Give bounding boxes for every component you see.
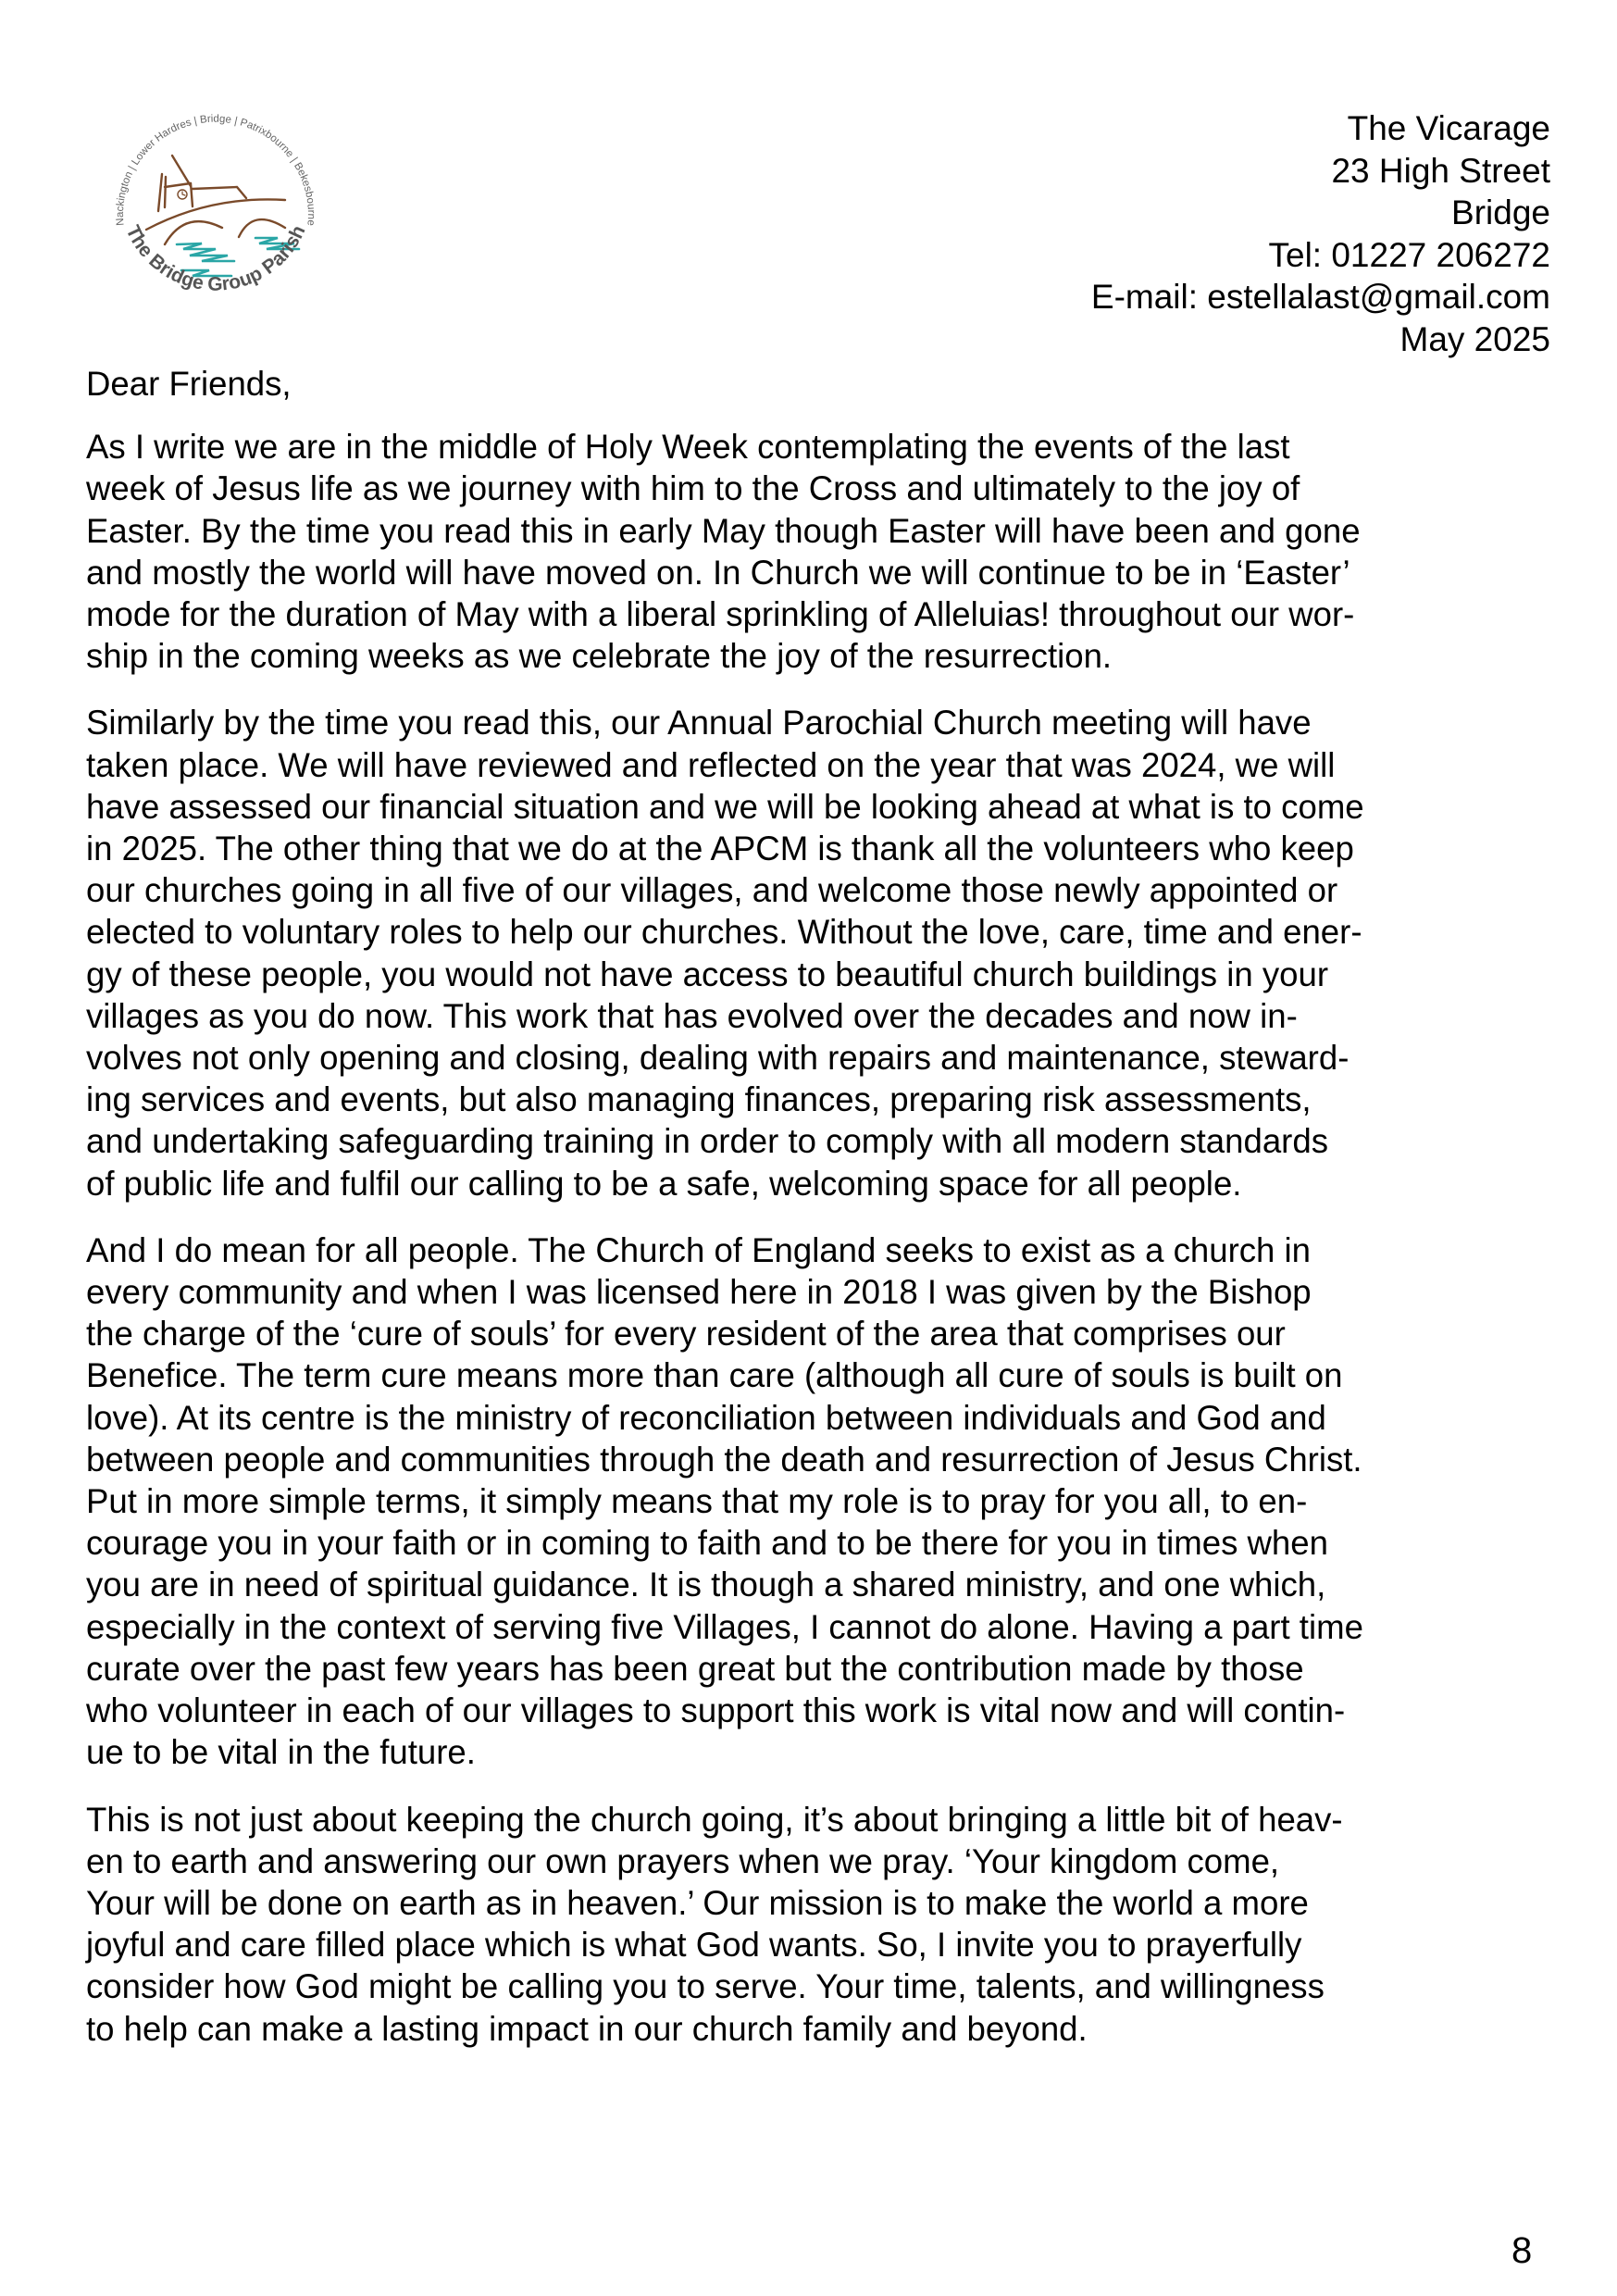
text-line: to help can make a lasting impact in our church family and beyond. <box>86 2009 1088 2048</box>
text-line: mode for the duration of May with a liberal sprinkling of Alleluias! throughout our wor- <box>86 595 1355 634</box>
logo-arc-text: Nackington | Lower Hardres | Bridge | Patrixbourne | Bekesbourne <box>114 113 317 227</box>
paragraph <box>86 426 1558 677</box>
logo-name-text: The Bridge Group Parish <box>121 222 310 295</box>
text-line: ue to be vital in the future. <box>86 1733 476 1772</box>
text-line: our churches going in all five of our villages, and welcome those newly appointed or <box>86 871 1338 910</box>
letter-date: May 2025 <box>1399 319 1550 358</box>
paragraphs <box>86 426 1558 2050</box>
address-line: Bridge <box>1451 193 1550 231</box>
text-line: Benefice. The term cure means more than care (although all cure of souls is built on <box>86 1356 1343 1395</box>
text-line: ing services and events, but also managing finances, preparing risk assessments, <box>86 1080 1312 1119</box>
text-line: curate over the past few years has been great but the contribution made by those <box>86 1649 1304 1688</box>
telephone: Tel: 01227 206272 <box>1268 235 1550 274</box>
bridge-church-logo-icon <box>100 98 331 330</box>
text-line: especially in the context of serving five Villages, I cannot do alone. Having a part time <box>86 1607 1363 1646</box>
text-line: en to earth and answering our own prayers when we pray. ‘Your kingdom come, <box>86 1841 1280 1880</box>
church-drawing <box>146 156 285 244</box>
text-line: Put in more simple terms, it simply means that my role is to pray for you all, to en- <box>86 1482 1308 1521</box>
letter-body <box>86 363 1558 2075</box>
address-line: The Vicarage <box>1347 109 1550 147</box>
paragraph <box>86 1799 1558 2050</box>
email: E-mail: estellalast@gmail.com <box>1090 278 1550 316</box>
text-line: courage you in your faith or in coming to faith and to be there for you in times when <box>86 1524 1328 1563</box>
text-line: As I write we are in the middle of Holy Week contemplating the events of the last <box>86 428 1290 467</box>
text-line: who volunteer in each of our villages to support this work is vital now and will contin- <box>86 1691 1346 1730</box>
text-line: consider how God might be calling you to serve. Your time, talents, and willingness <box>86 1967 1325 2006</box>
page-number: 8 <box>1511 2230 1533 2271</box>
salutation: Dear Friends, <box>86 365 292 403</box>
paragraph <box>86 1229 1558 1774</box>
text-line: Your will be done on earth as in heaven.’ Our mission is to make the world a more <box>86 1883 1309 1922</box>
text-line: love). At its centre is the ministry of reconciliation between individuals and God and <box>86 1398 1326 1437</box>
text-line: volves not only opening and closing, dealing with repairs and maintenance, steward- <box>86 1039 1350 1078</box>
text-line: gy of these people, you would not have access to beautiful church buildings in your <box>86 955 1329 993</box>
text-line: you are in need of spiritual guidance. It is though a shared ministry, and one which, <box>86 1566 1326 1604</box>
paragraph <box>86 702 1558 1204</box>
text-line: the charge of the ‘cure of souls’ for every resident of the area that comprises our <box>86 1315 1286 1354</box>
address-line: 23 High Street <box>1331 151 1550 190</box>
text-line: week of Jesus life as we journey with him to the Cross and ultimately to the joy of <box>86 469 1300 508</box>
text-line: taken place. We will have reviewed and reflected on the year that was 2024, we will <box>86 745 1336 784</box>
text-line: Easter. By the time you read this in early May though Easter will have been and gone <box>86 511 1361 550</box>
text-line: joyful and care filled place which is what God wants. So, I invite you to prayerfully <box>86 1926 1302 1965</box>
sender-address <box>1091 107 1550 360</box>
text-line: have assessed our financial situation and we will be looking ahead at what is to come <box>86 787 1364 826</box>
text-line: in 2025. The other thing that we do at the APCM is thank all the volunteers who keep <box>86 830 1354 868</box>
text-line: and mostly the world will have moved on. In Church we will continue to be in ‘Easter’ <box>86 553 1350 592</box>
text-line: villages as you do now. This work that has evolved over the decades and now in- <box>86 996 1298 1035</box>
text-line: between people and communities through the death and resurrection of Jesus Christ. <box>86 1440 1362 1479</box>
text-line: Similarly by the time you read this, our Annual Parochial Church meeting will have <box>86 704 1312 742</box>
text-line: This is not just about keeping the church going, it’s about bringing a little bit of heav- <box>86 1800 1343 1839</box>
text-line: and undertaking safeguarding training in order to comply with all modern standards <box>86 1122 1328 1161</box>
text-line: elected to voluntary roles to help our churches. Without the love, care, time and ener- <box>86 913 1362 952</box>
text-line: And I do mean for all people. The Church of England seeks to exist as a church in <box>86 1230 1312 1269</box>
text-line: ship in the coming weeks as we celebrate the joy of the resurrection. <box>86 637 1113 676</box>
text-line: every community and when I was licensed here in 2018 I was given by the Bishop <box>86 1273 1312 1312</box>
text-line: of public life and fulfil our calling to be a safe, welcoming space for all people. <box>86 1164 1242 1203</box>
parish-logo <box>100 98 331 330</box>
